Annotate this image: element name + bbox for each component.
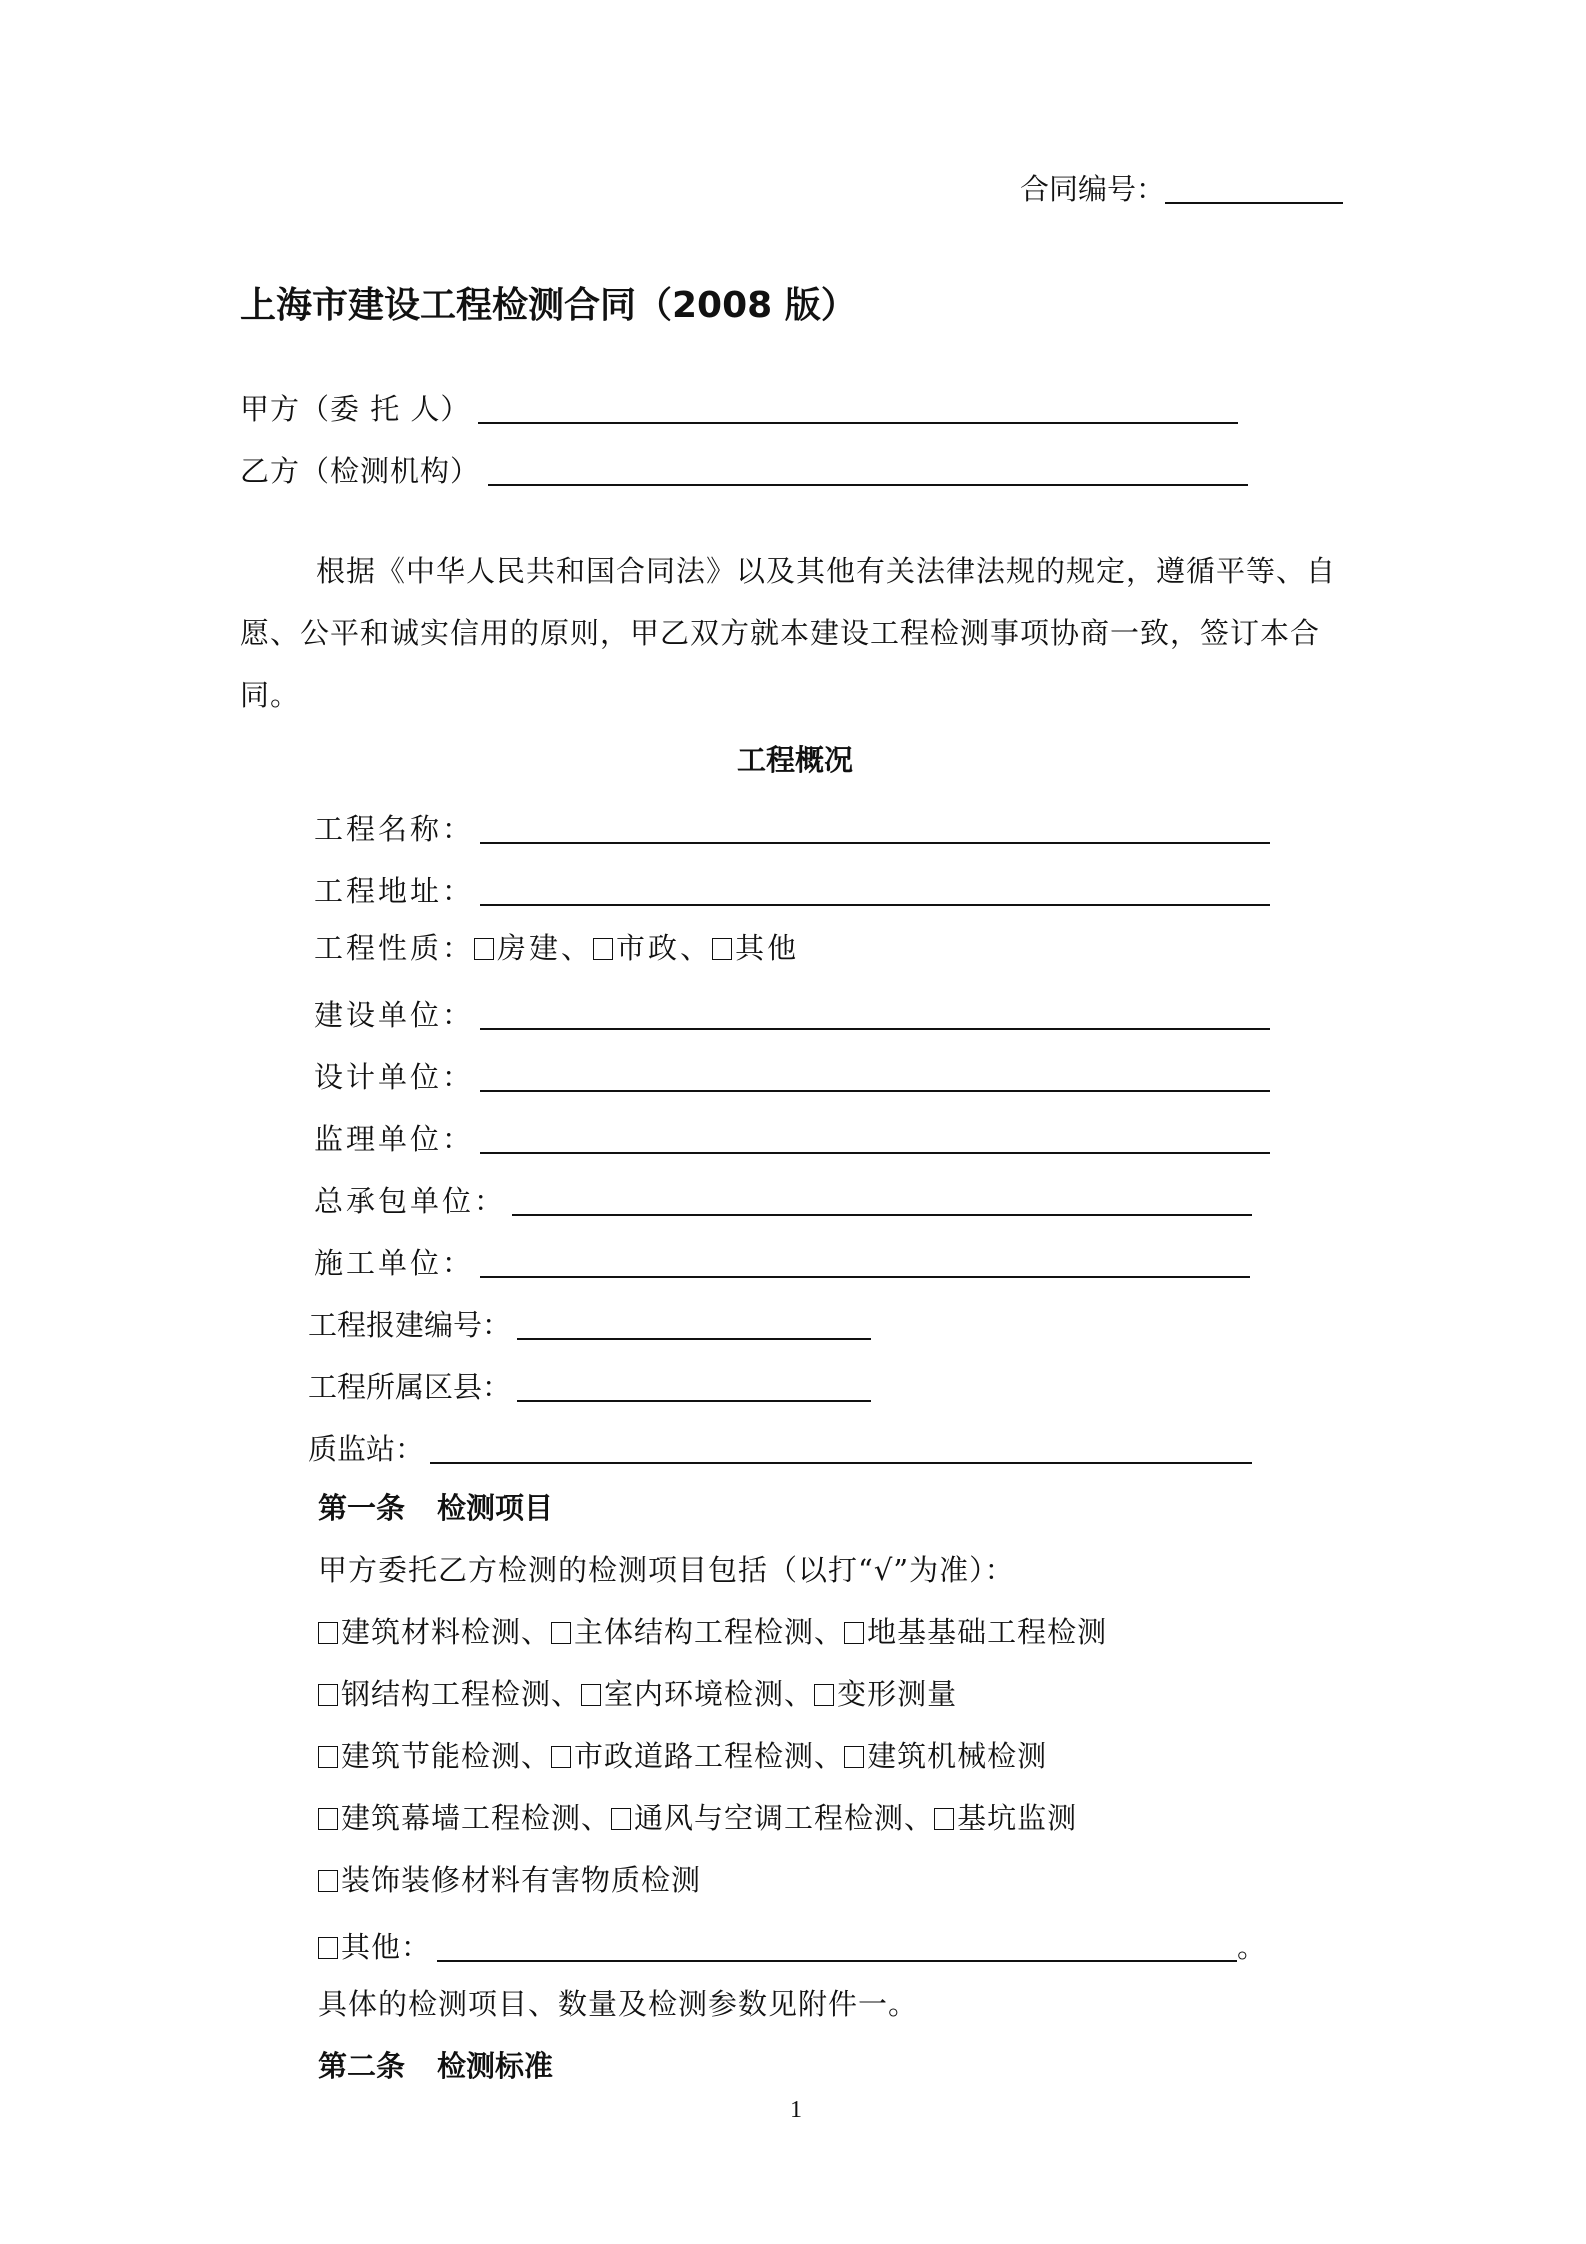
project-address-input[interactable] <box>480 872 1270 906</box>
item-label: 主体结构工程检测 <box>574 1615 815 1649</box>
checkbox-energy-saving[interactable] <box>318 1746 338 1768</box>
field-label: 工程性质： <box>314 931 475 965</box>
checkbox-decoration-hazard[interactable] <box>318 1870 338 1892</box>
option-label: 其他 <box>735 931 800 965</box>
field-label: 工程名称： <box>314 812 475 846</box>
other-item-input[interactable] <box>437 1928 1237 1962</box>
checkbox-deformation[interactable] <box>814 1684 834 1706</box>
party-b-row <box>240 452 1248 486</box>
article2-heading <box>318 2049 554 2083</box>
field-registration-number <box>308 1306 871 1340</box>
contract-number-field[interactable] <box>1165 172 1343 204</box>
party-a-field[interactable] <box>478 390 1238 424</box>
preamble-paragraph: 根据《中华人民共和国合同法》以及其他有关法律法规的规定，遵循平等、自愿、公平和诚实信用的原则，甲乙双方就本建设工程检测事项协商一致，签订本合同。 <box>240 554 1337 712</box>
item-label: 市政道路工程检测 <box>574 1739 815 1773</box>
page-number: 1 <box>790 2097 802 2123</box>
checkbox-curtain-wall[interactable] <box>318 1808 338 1830</box>
contract-number-row <box>1020 172 1343 204</box>
article-title: 检测标准 <box>437 2049 554 2083</box>
field-label: 工程报建编号： <box>308 1308 512 1342</box>
field-label: 质监站： <box>308 1432 425 1466</box>
article1-note: 具体的检测项目、数量及检测参数见附件一。 <box>318 1987 919 2021</box>
document-title: 上海市建设工程检测合同（2008 版） <box>240 285 857 326</box>
supervision-unit-input[interactable] <box>480 1120 1270 1154</box>
checkbox-municipal-road[interactable] <box>551 1746 571 1768</box>
checkbox-foundation[interactable] <box>844 1622 864 1644</box>
item-label: 装饰装修材料有害物质检测 <box>341 1863 702 1897</box>
quality-station-input[interactable] <box>430 1430 1252 1464</box>
item-label: 钢结构工程检测 <box>341 1677 552 1711</box>
contract-number-label: 合同编号： <box>1020 172 1166 206</box>
test-items-row: 钢结构工程检测、 室内环境检测、 变形测量 <box>318 1680 957 1709</box>
party-a-label: 甲方（委 托 人） <box>240 392 471 426</box>
checkbox-building-materials[interactable] <box>318 1622 338 1644</box>
item-label: 地基基础工程检测 <box>867 1615 1108 1649</box>
field-label: 总承包单位： <box>314 1184 507 1218</box>
article-number: 第二条 <box>318 2049 406 2083</box>
field-builder-unit <box>314 1244 1250 1278</box>
field-label: 工程所属区县： <box>308 1370 512 1404</box>
party-a-row <box>240 390 1238 424</box>
test-items-row: 建筑材料检测、 主体结构工程检测、 地基基础工程检测 <box>318 1618 1107 1647</box>
option-label: 房建 <box>497 931 562 965</box>
checkbox-main-structure[interactable] <box>551 1622 571 1644</box>
district-input[interactable] <box>517 1368 871 1402</box>
article-title: 检测项目 <box>437 1491 554 1525</box>
party-b-field[interactable] <box>488 452 1248 486</box>
checkbox-hvac[interactable] <box>611 1808 631 1830</box>
field-general-contractor <box>314 1182 1252 1216</box>
field-label: 建设单位： <box>314 998 475 1032</box>
checkbox-municipal[interactable] <box>593 938 613 960</box>
item-label: 变形测量 <box>837 1677 958 1711</box>
item-label: 其他： <box>341 1930 432 1964</box>
checkbox-machinery[interactable] <box>844 1746 864 1768</box>
article-number: 第一条 <box>318 1491 406 1525</box>
test-items-other-row <box>318 1928 1267 1962</box>
field-project-address <box>314 872 1270 906</box>
item-label: 通风与空调工程检测 <box>634 1801 905 1835</box>
item-label: 建筑节能检测 <box>341 1739 522 1773</box>
checkbox-other-item[interactable] <box>318 1937 338 1959</box>
field-label: 施工单位： <box>314 1246 475 1280</box>
field-design-unit <box>314 1058 1270 1092</box>
punctuation: 。 <box>1237 1930 1268 1964</box>
field-project-name <box>314 810 1270 844</box>
general-contractor-input[interactable] <box>512 1182 1252 1216</box>
design-unit-input[interactable] <box>480 1058 1270 1092</box>
item-label: 建筑材料检测 <box>341 1615 522 1649</box>
field-label: 设计单位： <box>314 1060 475 1094</box>
field-supervision-unit <box>314 1120 1270 1154</box>
test-items-row <box>318 1863 702 1897</box>
option-label: 市政 <box>616 931 681 965</box>
builder-unit-input[interactable] <box>480 1244 1250 1278</box>
article1-heading <box>318 1491 554 1525</box>
field-district <box>308 1368 871 1402</box>
checkbox-foundation-pit[interactable] <box>934 1808 954 1830</box>
field-project-nature: 工程性质： 房建、 市政、 其他 <box>314 931 800 965</box>
checkbox-steel-structure[interactable] <box>318 1684 338 1706</box>
item-label: 室内环境检测 <box>604 1677 785 1711</box>
field-quality-station <box>308 1430 1252 1464</box>
checkbox-housing[interactable] <box>474 938 494 960</box>
construction-unit-input[interactable] <box>480 996 1270 1030</box>
field-label: 工程地址： <box>314 874 475 908</box>
item-label: 建筑机械检测 <box>867 1739 1048 1773</box>
checkbox-other[interactable] <box>712 938 732 960</box>
project-name-input[interactable] <box>480 810 1270 844</box>
party-b-label: 乙方（检测机构） <box>240 454 481 488</box>
registration-number-input[interactable] <box>517 1306 871 1340</box>
checkbox-indoor-environment[interactable] <box>581 1684 601 1706</box>
test-items-row: 建筑节能检测、 市政道路工程检测、 建筑机械检测 <box>318 1742 1047 1771</box>
field-construction-unit <box>314 996 1270 1030</box>
article1-intro: 甲方委托乙方检测的检测项目包括（以打“√”为准）： <box>318 1553 1015 1587</box>
test-items-row: 建筑幕墙工程检测、 通风与空调工程检测、 基坑监测 <box>318 1804 1077 1833</box>
overview-heading: 工程概况 <box>737 743 854 777</box>
item-label: 建筑幕墙工程检测 <box>341 1801 582 1835</box>
field-label: 监理单位： <box>314 1122 475 1156</box>
item-label: 基坑监测 <box>957 1801 1078 1835</box>
